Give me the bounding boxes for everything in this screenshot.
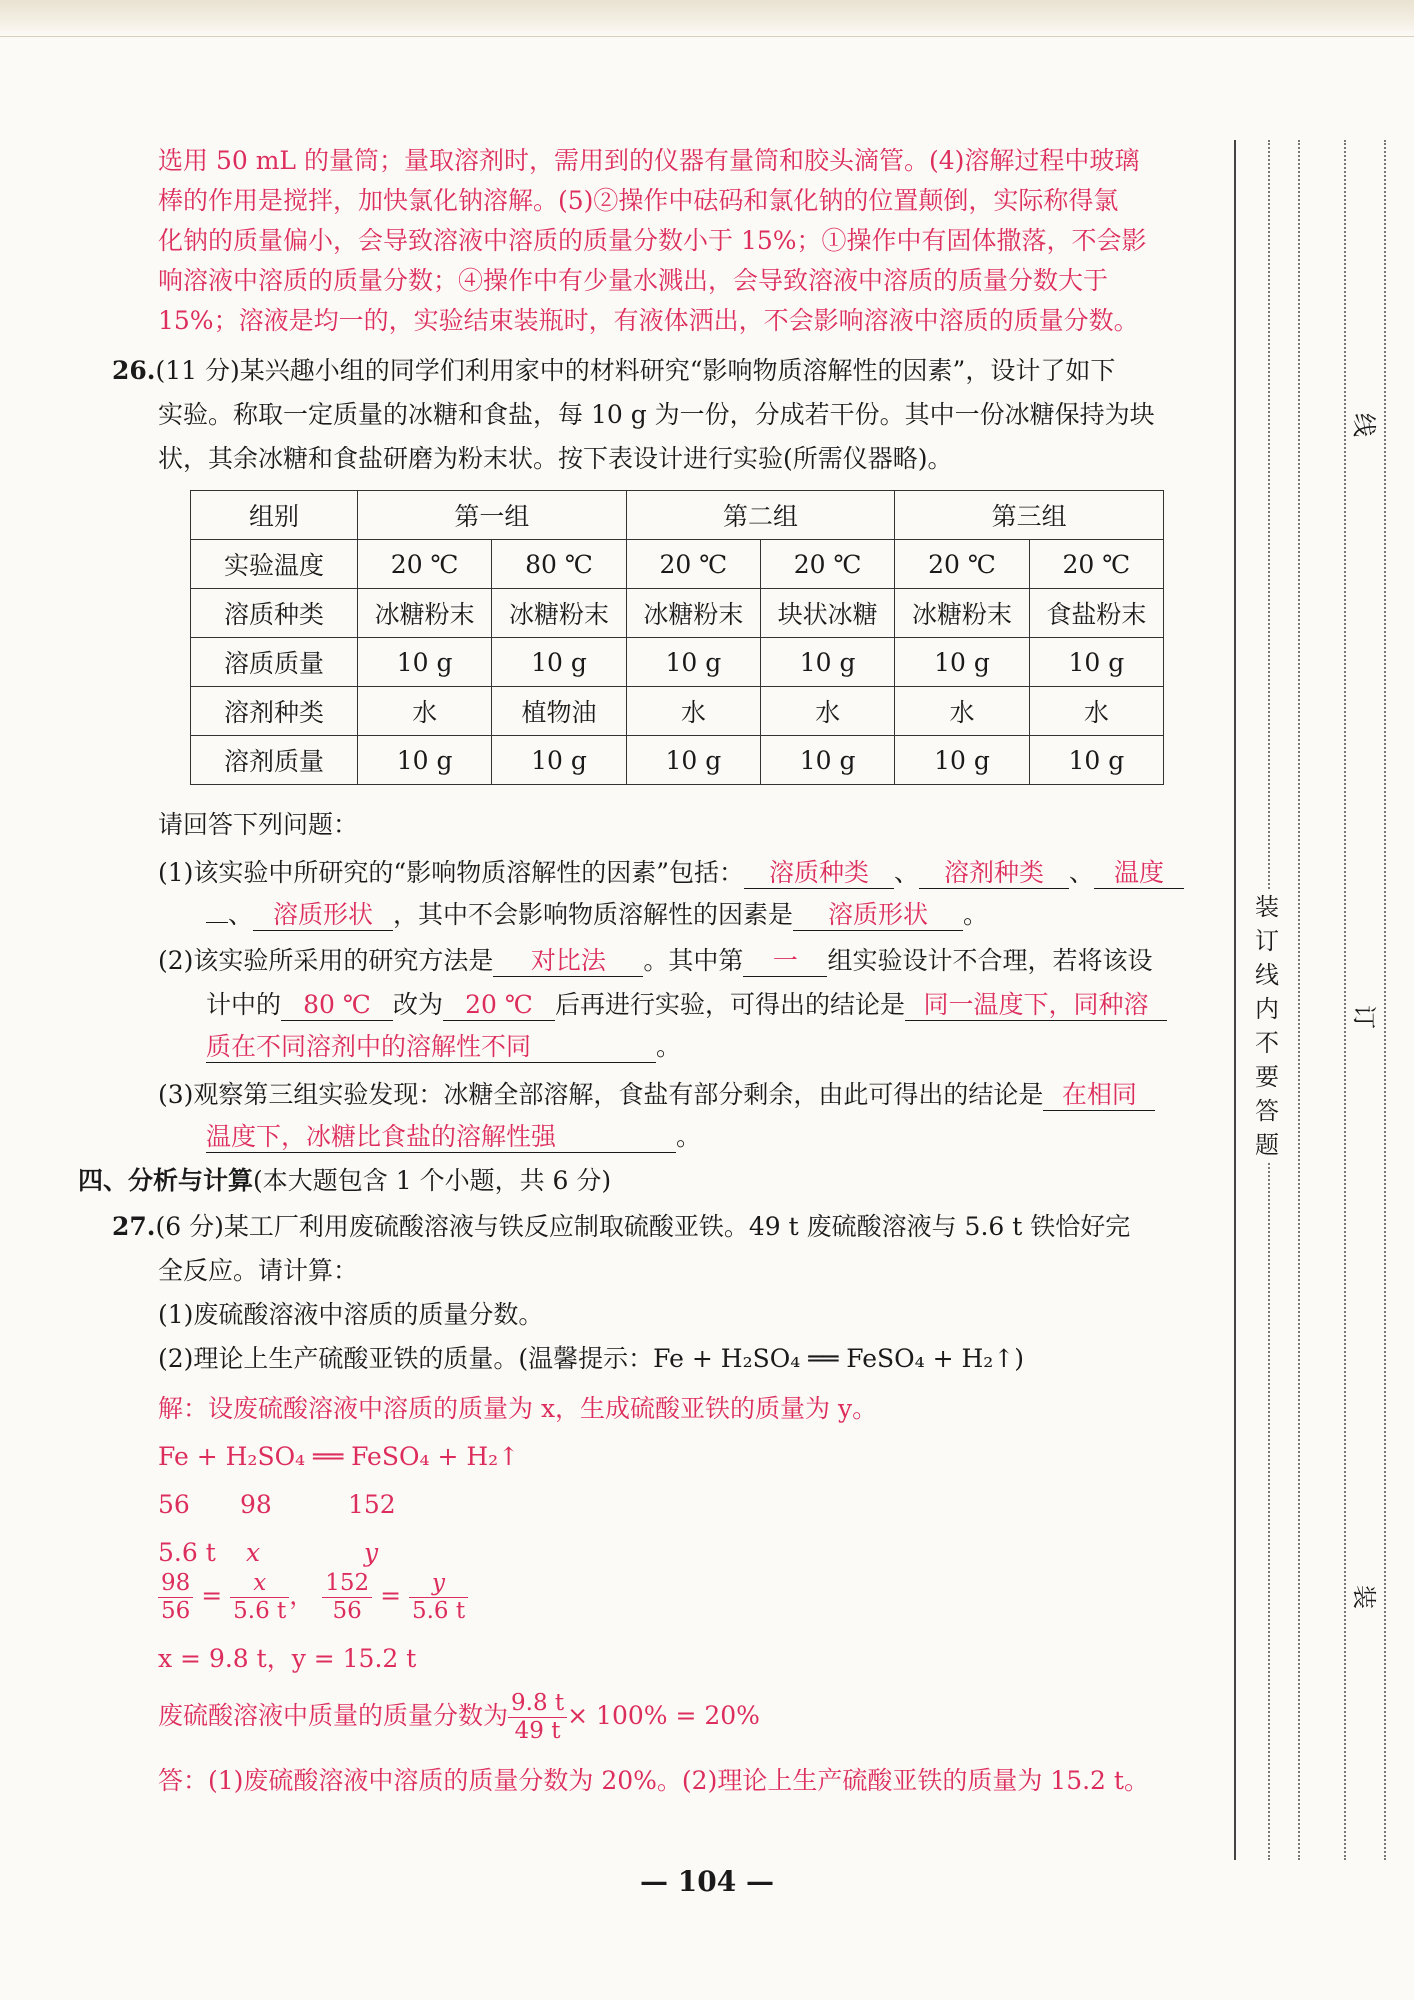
binding-mark-xian: 线 <box>1347 408 1381 442</box>
numerator: 9.8 t <box>508 1690 567 1718</box>
continuation-line-5: 15%；溶液是均一的，实验结束装瓶时，有液体洒出，不会影响溶液中溶质的质量分数。 <box>158 306 1139 335</box>
answer-blank: 80 ℃ <box>281 990 393 1021</box>
q27-stem-line-1 <box>112 1210 1157 1244</box>
table-row <box>191 687 1164 736</box>
table-cell: 水 <box>1029 687 1163 736</box>
table-cell: 20 ℃ <box>626 540 760 589</box>
q26-p2-text: (2)该实验所采用的研究方法是 <box>158 946 494 975</box>
continuation-line-2: 棒的作用是搅拌，加快氯化钠溶解。(5)②操作中砝码和氯化钠的位置颠倒，实际称得氯 <box>158 186 1119 215</box>
page-number: — 104 — <box>640 1865 774 1898</box>
table-cell: 冰糖粉末 <box>626 589 760 638</box>
table-group-2: 第二组 <box>626 491 895 540</box>
section4-heading <box>78 1164 1123 1198</box>
period: 。 <box>963 900 989 929</box>
table-group-3: 第三组 <box>895 491 1164 540</box>
numerator: 152 <box>322 1570 372 1598</box>
q26-p2-text-c: 组实验设计不合理，若将该设 <box>827 946 1153 975</box>
molar-h2so4: 98 <box>240 1490 272 1519</box>
answer-blank: 在相同 <box>1043 1080 1155 1111</box>
binding-mark-zhuang: 装 <box>1347 1580 1381 1614</box>
table-cell: 食盐粉末 <box>1029 589 1163 638</box>
table-cell: 20 ℃ <box>760 540 894 589</box>
q26-stem-line-3: 状，其余冰糖和食盐研磨为粉末状。按下表设计进行实验(所需仪器略)。 <box>158 444 953 473</box>
given-x: x <box>246 1538 261 1567</box>
binding-dotted-line <box>1298 140 1300 1860</box>
fraction <box>230 1570 289 1625</box>
row-label: 溶剂质量 <box>191 736 358 785</box>
continuation-line-3: 化钠的质量偏小，会导致溶液中溶质的质量分数小于 15%；①操作中有固体撒落，不会影 <box>158 226 1147 255</box>
q26-p3-text: (3)观察第三组实验发现：冰糖全部溶解，食盐有部分剩余，由此可得出的结论是 <box>158 1080 1044 1109</box>
q26-number: 26. <box>112 356 156 385</box>
ratio-equations: $\frac{98}{56}$ = $\frac{x}{5.6 t}$ ， $\frac{152}{56}$ = $\frac{y}{5.6 t}$ <box>158 1570 1203 1636</box>
q26-prompt: 请回答下列问题： <box>158 810 359 839</box>
q26-stem-text-1: (11 分)某兴趣小组的同学们利用家中的材料研究“影响物质溶解性的因素”，设计了如下 <box>155 356 1116 385</box>
table-cell: 80 ℃ <box>492 540 626 589</box>
q26-p1-text-2: ，其中不会影响物质溶解性的因素是 <box>393 900 794 929</box>
table-row <box>191 638 1164 687</box>
q26-part2-line1 <box>158 944 1203 978</box>
answer-blank-tail <box>206 922 228 923</box>
table-cell: 水 <box>760 687 894 736</box>
chemical-equation: Fe + H₂SO₄ ══ FeSO₄ + H₂↑ <box>158 1442 520 1471</box>
given-y: y <box>364 1538 379 1567</box>
table-cell: 水 <box>626 687 760 736</box>
final-answer: 答：(1)废硫酸溶液中溶质的质量分数为 20%。(2)理论上生产硫酸亚铁的质量为 15.2 t。 <box>158 1766 1149 1795</box>
q26-p2-text-f: 后再进行实验，可得出的结论是 <box>555 990 906 1019</box>
q26-part1-line1 <box>158 856 1203 890</box>
denominator: 5.6 t <box>411 1598 466 1624</box>
table-cell: 10 g <box>492 638 626 687</box>
q26-part1-line2 <box>206 898 1251 932</box>
table-cell: 10 g <box>895 736 1029 785</box>
table-cell: 10 g <box>358 638 492 687</box>
numerator: x <box>230 1570 289 1598</box>
answer-blank: 同一温度下，同种溶 <box>905 990 1167 1021</box>
q26-part3-line2 <box>206 1120 1251 1154</box>
denominator: 49 t <box>514 1718 561 1744</box>
table-cell: 植物油 <box>492 687 626 736</box>
denominator: 56 <box>332 1598 362 1624</box>
binding-mark-ding: 订 <box>1347 1000 1381 1034</box>
solution-intro: 解：设废硫酸溶液中溶质的质量为 x，生成硫酸亚铁的质量为 y。 <box>158 1394 878 1423</box>
table-cell: 10 g <box>895 638 1029 687</box>
fraction <box>158 1570 193 1625</box>
answer-blank: 溶质种类 <box>744 858 894 889</box>
table-cell: 10 g <box>760 736 894 785</box>
table-cell: 水 <box>358 687 492 736</box>
fraction <box>508 1690 567 1745</box>
answer-blank: 20 ℃ <box>443 990 555 1021</box>
period: 。 <box>656 1032 682 1061</box>
answer-blank: 温度 <box>1094 858 1184 889</box>
table-cell: 10 g <box>626 638 760 687</box>
q26-p2-text-e: 改为 <box>393 990 444 1019</box>
row-label: 溶剂种类 <box>191 687 358 736</box>
table-cell: 10 g <box>492 736 626 785</box>
binding-solid-line <box>1234 140 1236 1860</box>
numerator: 98 <box>158 1570 193 1598</box>
answer-blank: 质在不同溶剂中的溶解性不同 <box>206 1032 656 1063</box>
denominator: 56 <box>161 1598 191 1624</box>
q26-part2-line3 <box>206 1030 1251 1064</box>
q26-part2-line2 <box>206 988 1251 1022</box>
continuation-line-4: 响溶液中溶质的质量分数；④操作中有少量水溅出，会导致溶液中溶质的质量分数大于 <box>158 266 1109 295</box>
answer-blank: 温度下，冰糖比食盐的溶解性强 <box>206 1122 676 1153</box>
fraction <box>322 1570 372 1625</box>
percent-line <box>158 1690 1203 1756</box>
q27-question-2: (2)理论上生产硫酸亚铁的质量。(温馨提示：Fe + H₂SO₄ ══ FeSO₄ + H₂↑) <box>158 1344 1025 1373</box>
denominator: 5.6 t <box>233 1598 287 1624</box>
table-cell: 20 ℃ <box>1029 540 1163 589</box>
percent-suffix: × 100% = 20% <box>567 1701 760 1730</box>
table-cell: 10 g <box>1029 736 1163 785</box>
table-cell: 水 <box>895 687 1029 736</box>
table-group-1: 第一组 <box>358 491 627 540</box>
separator: 、 <box>893 858 919 887</box>
q26-part3-line1 <box>158 1078 1203 1112</box>
continuation-line-1: 选用 50 mL 的量筒；量取溶剂时，需用到的仪器有量筒和胶头滴管。(4)溶解过程中玻璃 <box>158 146 1140 175</box>
binding-notice: 装订线内不要答题 <box>1250 890 1284 1162</box>
separator: 、 <box>228 900 254 929</box>
binding-dotted-line <box>1384 140 1386 1860</box>
row-label: 实验温度 <box>191 540 358 589</box>
answer-blank: 溶质形状 <box>253 900 393 931</box>
section4-title: 四、分析与计算 <box>78 1166 254 1195</box>
binding-margin <box>1234 140 1394 1860</box>
q26-p2-text-b: 。其中第 <box>643 946 744 975</box>
separator: 、 <box>1069 858 1095 887</box>
period: 。 <box>676 1122 702 1151</box>
numerator: y <box>409 1570 468 1598</box>
table-cell: 冰糖粉末 <box>358 589 492 638</box>
answer-blank: 一 <box>743 946 827 977</box>
answer-blank: 对比法 <box>493 946 643 977</box>
q27-stem-line-2: 全反应。请计算： <box>158 1256 359 1285</box>
fraction <box>409 1570 468 1625</box>
table-cell: 冰糖粉末 <box>895 589 1029 638</box>
answer-blank: 溶剂种类 <box>919 858 1069 889</box>
table-row <box>191 491 1164 540</box>
table-cell: 块状冰糖 <box>760 589 894 638</box>
table-cell: 10 g <box>626 736 760 785</box>
table-row <box>191 540 1164 589</box>
table-row <box>191 589 1164 638</box>
table-cell: 10 g <box>358 736 492 785</box>
table-cell: 冰糖粉末 <box>492 589 626 638</box>
q26-stem-line-2: 实验。称取一定质量的冰糖和食盐，每 10 g 为一份，分成若干份。其中一份冰糖保持为块 <box>158 400 1155 429</box>
table-cell: 20 ℃ <box>895 540 1029 589</box>
section4-note: (本大题包含 1 个小题，共 6 分) <box>253 1166 612 1195</box>
answer-blank: 溶质形状 <box>793 900 963 931</box>
q26-p2-text-d: 计中的 <box>206 990 282 1019</box>
table-row <box>191 736 1164 785</box>
table-cell: 10 g <box>1029 638 1163 687</box>
table-header-label: 组别 <box>191 491 358 540</box>
row-label: 溶质质量 <box>191 638 358 687</box>
molar-feso4: 152 <box>348 1490 396 1519</box>
percent-prefix: 废硫酸溶液中质量的质量分数为 <box>158 1701 509 1730</box>
q27-question-1: (1)废硫酸溶液中溶质的质量分数。 <box>158 1300 544 1329</box>
q26-p1-text: (1)该实验中所研究的“影响物质溶解性的因素”包括： <box>158 858 744 887</box>
binding-dotted-line <box>1344 140 1346 1860</box>
result-line: x = 9.8 t，y = 15.2 t <box>158 1644 417 1673</box>
given-fe: 5.6 t <box>158 1538 216 1567</box>
q27-number: 27. <box>112 1212 156 1241</box>
q26-stem-line-1 <box>112 354 1157 388</box>
q27-stem-text: (6 分)某工厂利用废硫酸溶液与铁反应制取硫酸亚铁。49 t 废硫酸溶液与 5.6 t 铁恰好完 <box>155 1212 1131 1241</box>
row-label: 溶质种类 <box>191 589 358 638</box>
table-cell: 10 g <box>760 638 894 687</box>
experiment-table <box>190 490 1164 785</box>
molar-fe: 56 <box>158 1490 190 1519</box>
table-cell: 20 ℃ <box>358 540 492 589</box>
